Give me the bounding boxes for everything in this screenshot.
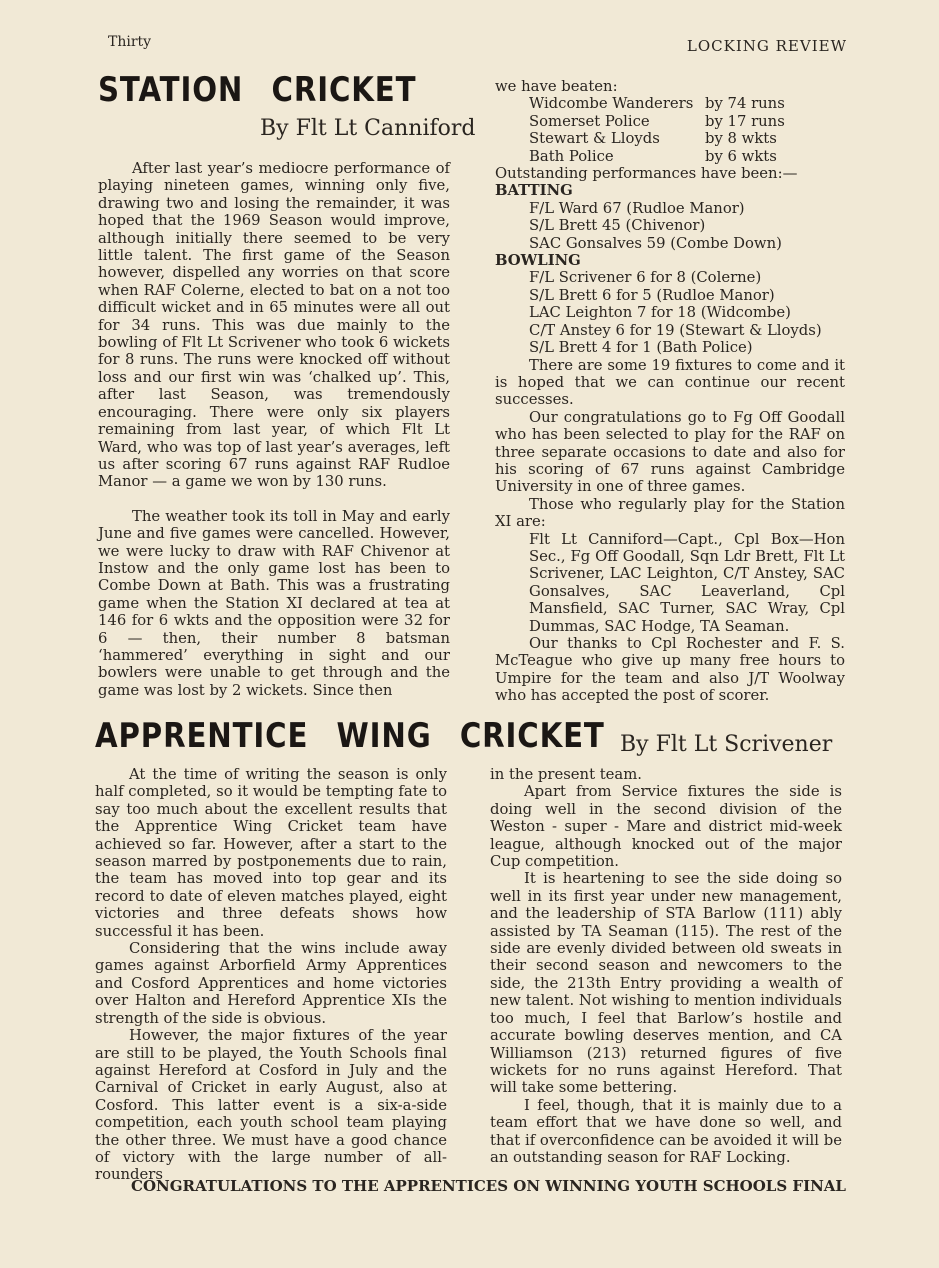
result-row: Stewart & Lloyds by 8 wkts: [529, 130, 777, 148]
result-row: Widcombe Wanderers by 74 runs: [529, 95, 785, 113]
apprentice-paragraph-3: However, the major fixtures of the year are still to be played, the Youth Schools final against Hereford at Cosford in July and the Carnival of Cricket in early August, also at Cosford. This latter event is a six-a-side competition, each youth school team playing the other three. We must have a good chance of victory with the large number of all-rounders: [95, 1027, 447, 1184]
station-paragraph-6: Our thanks to Cpl Rochester and F. S. McTeague who give up many free hours to Umpire for the team and also J/T Woolway who has accepted the post of scorer.: [495, 635, 845, 705]
station-column-right: [495, 78, 845, 705]
bowling-item: LAC Leighton 7 for 18 (Widcombe): [529, 304, 791, 322]
batting-heading: BATTING: [495, 182, 573, 200]
apprentice-cricket-byline: By Flt Lt Scrivener: [620, 732, 833, 757]
bowling-item: F/L Scrivener 6 for 8 (Colerne): [529, 269, 762, 287]
bowling-item: S/L Brett 4 for 1 (Bath Police): [529, 339, 753, 357]
batting-item: SAC Gonsalves 59 (Combe Down): [529, 234, 782, 252]
page-number-label: Thirty: [108, 34, 152, 50]
apprentice-paragraph-2: Considering that the wins include away games against Arborfield Army Apprentices and Cosford Apprentices and home victories over Halton and Hereford Apprentice XIs the strength of the side is obvious.: [95, 940, 447, 1027]
outstanding-intro: Outstanding performances have been:—: [495, 165, 798, 183]
station-players-list: Flt Lt Canniford—Capt., Cpl Box—Hon Sec., Fg Off Goodall, Sqn Ldr Brett, Flt Lt Scrivener, LAC Leighton, C/T Anstey, SAC Gonsalves, SAC Leaverland, Cpl Mansfield, SAC Turner, SAC Wray, Cpl Dummas, SAC Hodge, TA Seaman.: [529, 530, 845, 635]
station-cricket-byline: By Flt Lt Canniford: [260, 116, 476, 141]
publication-title: LOCKING REVIEW: [686, 37, 847, 55]
beaten-intro: we have beaten:: [495, 78, 618, 95]
result-row: Somerset Police by 17 runs: [529, 112, 785, 130]
apprentice-cricket-heading: APPRENTICE WING CRICKET: [95, 716, 605, 756]
apprentice-paragraph-5: Apart from Service fixtures the side is doing well in the second division of the Weston - super - Mare and district mid-week league, although knocked out of the major Cup competition.: [490, 783, 842, 871]
station-paragraph-2: The weather took its toll in May and early June and five games were cancelled. However, we were lucky to draw with RAF Chivenor at Instow and the only game lost has been to Combe Down at Bath. This was a frustrating game when the Station XI declared at tea at 146 for 6 wkts and the opposition were 32 for 6 — then, their number 8 batsman ‘hammered’ everything in sight and our bowlers were unable to get through and the game was lost by 2 wickets. Since then: [98, 507, 450, 699]
batting-item: F/L Ward 67 (Rudloe Manor): [529, 199, 745, 217]
station-paragraph-3: There are some 19 fixtures to come and it is hoped that we can continue our recent successes.: [495, 356, 845, 409]
station-column-left: [98, 160, 450, 699]
apprentice-column-right: [490, 766, 842, 1166]
apprentice-paragraph-4: in the present team.: [490, 766, 642, 783]
result-row: Bath Police by 6 wkts: [529, 147, 777, 165]
station-paragraph-4: Our congratulations go to Fg Off Goodall who has been selected to play for the RAF on three separate occasions to date and also for his scoring of 67 runs against Cambridge University in one of three games.: [495, 408, 845, 496]
bowling-item: C/T Anstey 6 for 19 (Stewart & Lloyds): [529, 321, 822, 339]
batting-item: S/L Brett 45 (Chivenor): [529, 217, 706, 235]
apprentice-paragraph-6: It is heartening to see the side doing so well in its first year under new management, and the leadership of STA Barlow (111) ably assisted by TA Seaman (115). The rest of the side are evenly divided between old sweats in their second season and newcomers to the side, the 213th Entry providing a wealth of new talent. Not wishing to mention individuals too much, I feel that Barlow’s hostile and accurate bowling deserves mention, and CA Williamson (213) returned figures of five wickets for no runs against Hereford. That will take some bettering.: [490, 870, 842, 1097]
apprentice-paragraph-1: At the time of writing the season is only half completed, so it would be tempting fate to say too much about the excellent results that the Apprentice Wing Cricket team have achieved so far. However, after a start to the season marred by postponements due to rain, the team has moved into top gear and its record to date of eleven matches played, eight victories and three defeats shows how successful it has been.: [95, 766, 447, 940]
bowling-heading: BOWLING: [495, 252, 581, 270]
apprentice-column-left: [95, 766, 447, 1184]
apprentice-paragraph-7: I feel, though, that it is mainly due to a team effort that we have done so well, and that if overconfidence can be avoided it will be an outstanding season for RAF Locking.: [490, 1096, 842, 1166]
footer-banner: CONGRATULATIONS TO THE APPRENTICES ON WINNING YOUTH SCHOOLS FINAL: [131, 1177, 846, 1195]
station-paragraph-1: After last year’s mediocre performance of playing nineteen games, winning only five, drawing two and losing the remainder, it was hoped that the 1969 Season would improve, although initially there seemed to be very little talent. The first game of the Season however, dispelled any worries on that score when RAF Colerne, elected to bat on a not too difficult wicket and in 65 minutes were all out for 34 runs. This was due mainly to the bowling of Flt Lt Scrivener who took 6 wickets for 8 runs. The runs were knocked off without loss and our first win was ‘chalked up’. This, after last Season, was tremendously encouraging. There were only six players remaining from last year, of which Flt Lt Ward, who was top of last year’s averages, left us after scoring 67 runs against RAF Rudloe Manor — a game we won by 130 runs.: [98, 160, 450, 491]
bowling-item: S/L Brett 6 for 5 (Rudloe Manor): [529, 286, 775, 304]
station-cricket-heading: STATION CRICKET: [98, 70, 417, 110]
station-paragraph-5: Those who regularly play for the Station XI are:: [495, 495, 845, 531]
